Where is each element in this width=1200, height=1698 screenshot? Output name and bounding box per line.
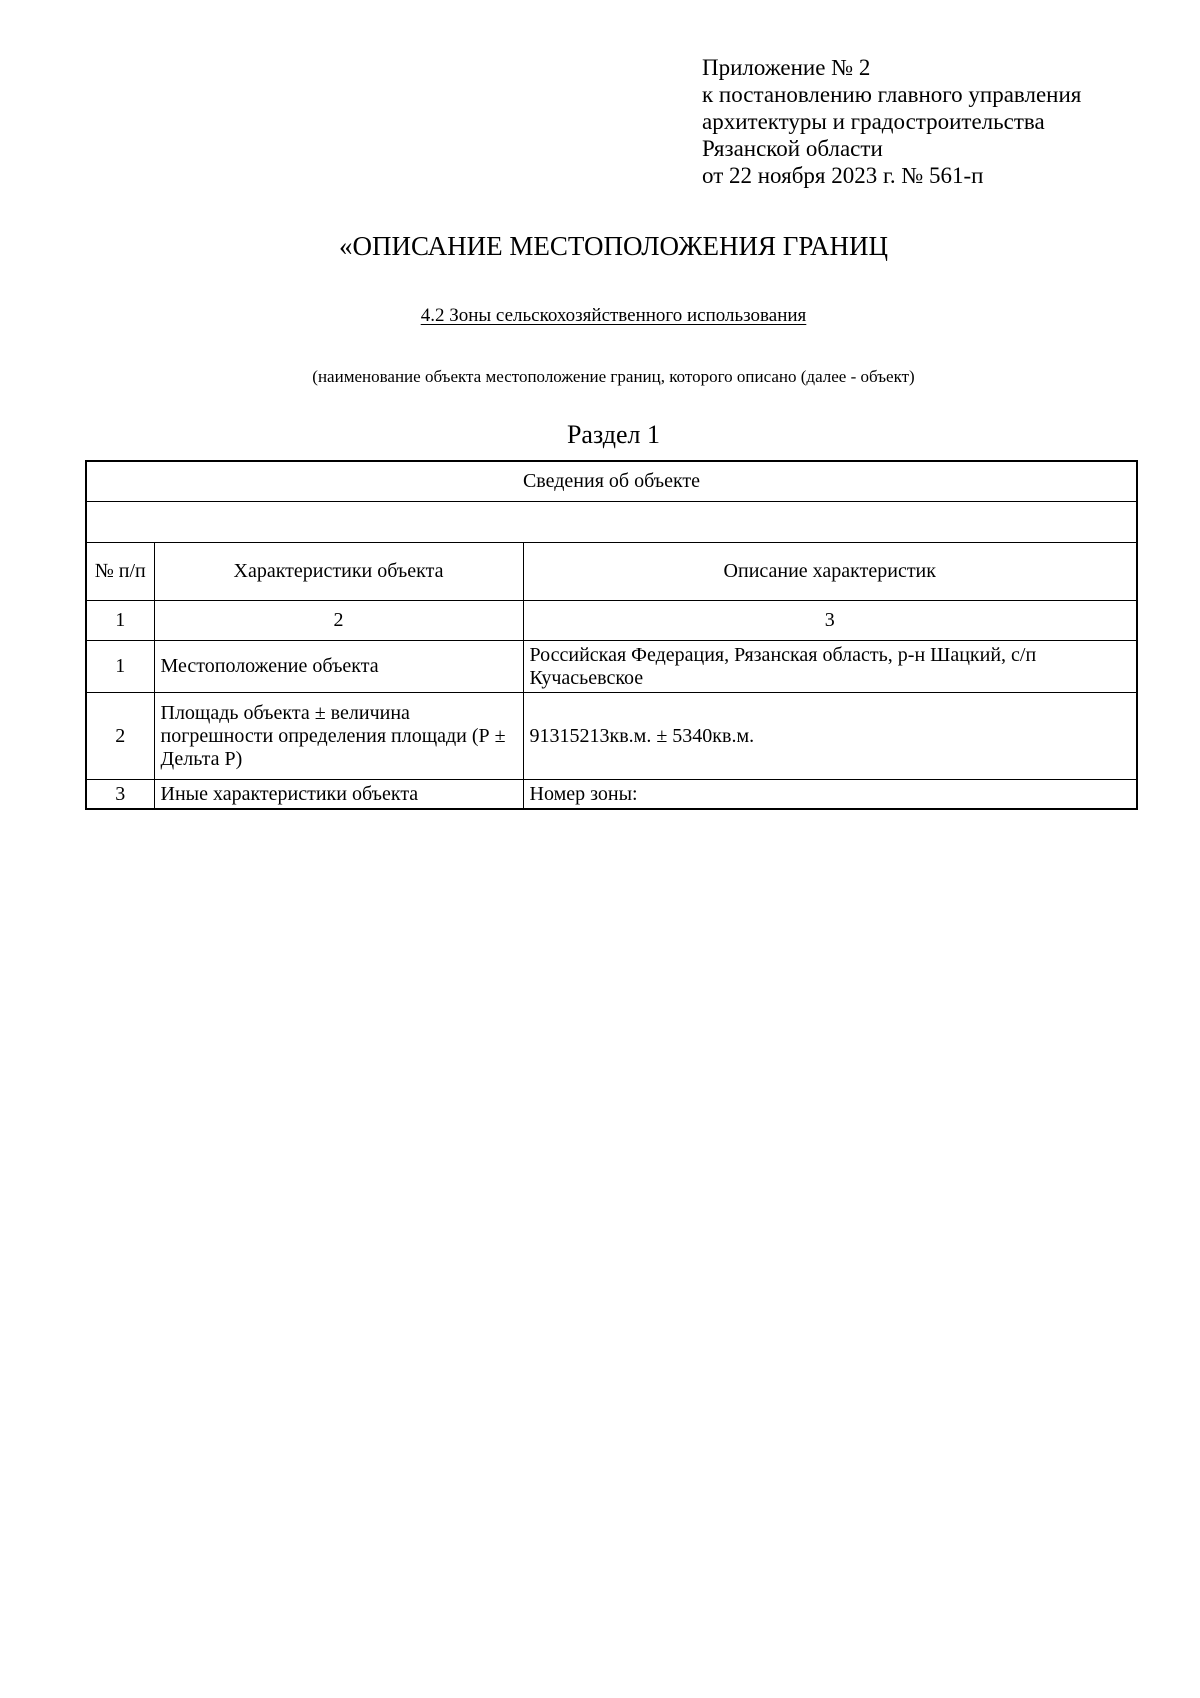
table-column-numbers: [86, 601, 1137, 641]
object-name: [0, 305, 1200, 327]
appendix-line: от 22 ноября 2023 г. № 561-п: [702, 163, 984, 188]
row-characteristic: Иные характеристики объекта: [154, 780, 523, 810]
appendix-line: к постановлению главного управления: [702, 82, 1082, 107]
table-header-row: [86, 461, 1137, 502]
object-info-table: [85, 460, 1138, 810]
table-empty-row: [86, 502, 1137, 543]
table-column-headers: [86, 543, 1137, 601]
document-title: «ОПИСАНИЕ МЕСТОПОЛОЖЕНИЯ ГРАНИЦ: [339, 231, 888, 261]
table-empty-cell: [86, 502, 1137, 543]
row-number: 1: [86, 641, 154, 693]
column-number: 2: [154, 601, 523, 641]
appendix-block: [702, 54, 1172, 189]
row-number: 2: [86, 693, 154, 780]
table-row: [86, 641, 1137, 693]
object-name-caption: (наименование объекта местоположение границ, которого описано (далее - объект): [312, 367, 915, 386]
column-header-characteristics: Характеристики объекта: [154, 543, 523, 601]
row-characteristic: Площадь объекта ± величина погрешности определения площади (Р ± Дельта Р): [154, 693, 523, 780]
column-number: 3: [523, 601, 1137, 641]
row-characteristic: Местоположение объекта: [154, 641, 523, 693]
row-description: Российская Федерация, Рязанская область, р-н Шацкий, с/п Кучасьевское: [523, 641, 1137, 693]
appendix-line: архитектуры и градостроительства: [702, 109, 1045, 134]
section-heading: Раздел 1: [566, 420, 661, 449]
object-name-text: 4.2 Зоны сельскохозяйственного использования: [420, 305, 807, 326]
column-header-number: № п/п: [86, 543, 154, 601]
row-description: Номер зоны:: [523, 780, 1137, 810]
table-row: [86, 693, 1137, 780]
row-description: 91315213кв.м. ± 5340кв.м.: [523, 693, 1137, 780]
column-number: 1: [86, 601, 154, 641]
column-header-description: Описание характеристик: [523, 543, 1137, 601]
table-header: Сведения об объекте: [86, 461, 1137, 502]
appendix-line: Рязанской области: [702, 136, 883, 161]
appendix-line: Приложение № 2: [702, 55, 871, 80]
table-row: [86, 780, 1137, 810]
row-number: 3: [86, 780, 154, 810]
